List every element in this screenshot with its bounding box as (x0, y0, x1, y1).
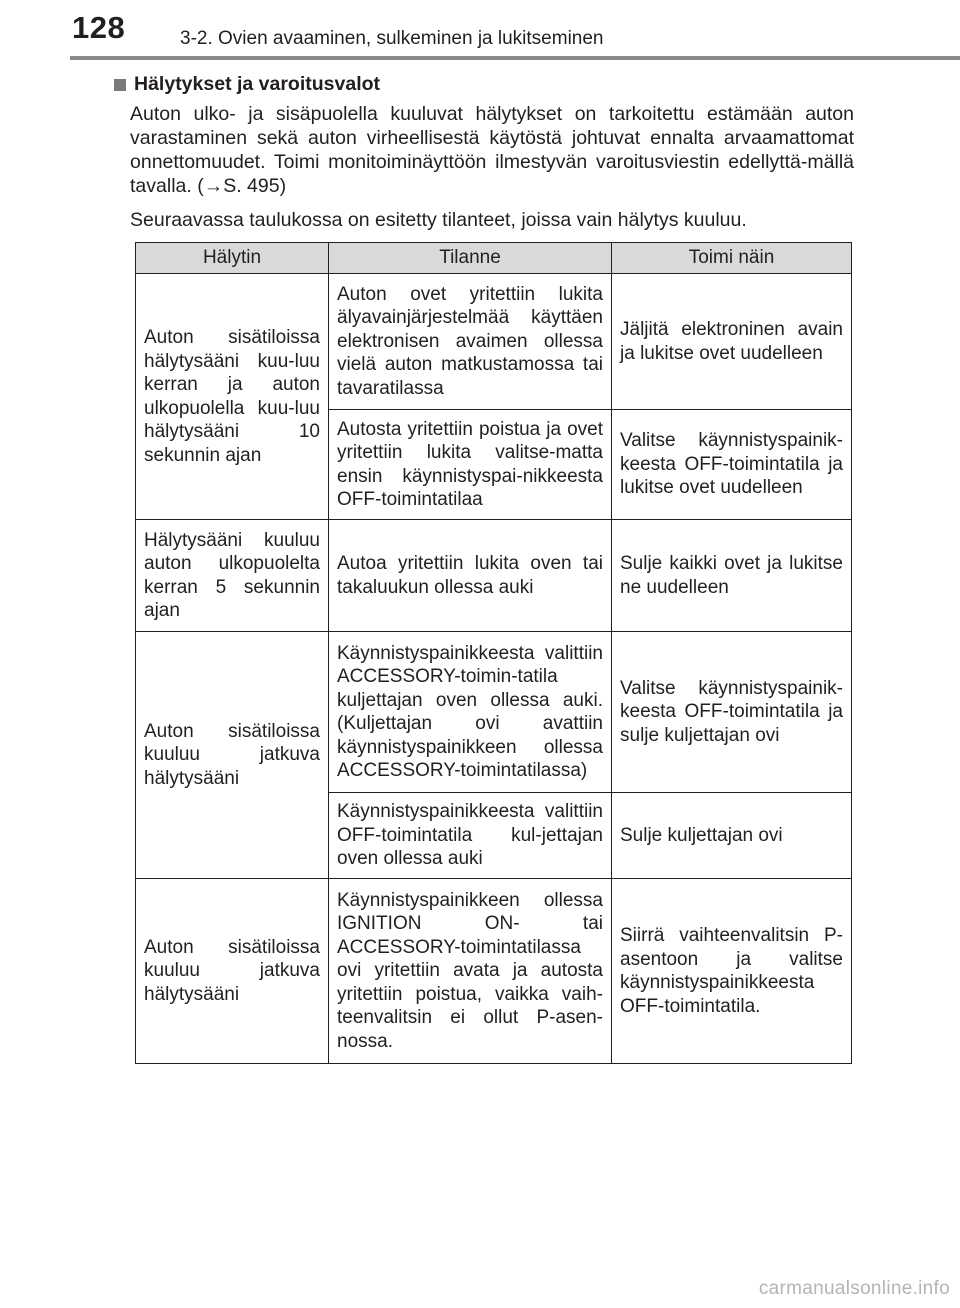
situation-cell: Auton ovet yritettiin lukita älyavainjärjestelmää käyttäen elektronisen avaimen ollessa vielä auton matkustamossa tai tavaratilassa (329, 274, 612, 410)
table-row (136, 879, 852, 1064)
intro-paragraph: Auton ulko- ja sisäpuolella kuuluvat hälytykset on tarkoitettu estämään auton varastaminen sekä auton virheellisestä käytöstä johtuvat ennalta arvaamattomat onnettomuudet. Toimi monitoiminäyttöön ilmestyvän varoitusviestin edellyttä-mällä tavalla. (→S. 495) (130, 103, 854, 197)
table-row (136, 274, 852, 410)
watermark-link[interactable]: carmanualsonline.info (758, 1278, 950, 1299)
alarm-table (135, 242, 852, 1064)
situation-cell: Käynnistyspainikkeesta valittiin ACCESSORY-toimin-tatila kuljettajan oven ollessa auki. (Kuljettajan ovi avattiin käynnistyspainikkeen ollessa ACCESSORY-toimintatilassa) (329, 632, 612, 793)
action-cell: Jäljitä elektroninen avain ja lukitse ovet uudelleen (612, 274, 852, 410)
square-bullet-icon (114, 79, 126, 91)
action-cell: Sulje kaikki ovet ja lukitse ne uudelleen (612, 520, 852, 632)
action-cell: Valitse käynnistyspainik-keesta OFF-toimintatila ja sulje kuljettajan ovi (612, 632, 852, 793)
section-heading-text: Hälytykset ja varoitusvalot (134, 73, 381, 95)
table-intro-paragraph: Seuraavassa taulukossa on esitetty tilanteet, joissa vain hälytys kuuluu. (130, 209, 747, 231)
alarm-section (112, 73, 854, 232)
page-number: 128 (72, 10, 126, 45)
situation-cell: Autoa yritettiin lukita oven tai takaluukun ollessa auki (329, 520, 612, 632)
alarm-cell: Auton sisätiloissa kuuluu jatkuva hälytysääni (136, 632, 329, 879)
section-heading (112, 73, 854, 96)
table-row (136, 520, 852, 632)
chapter-title: 3-2. Ovien avaaminen, sulkeminen ja lukitseminen (180, 28, 604, 49)
header-action: Toimi näin (612, 243, 852, 274)
table-header-row (136, 243, 852, 274)
action-cell: Sulje kuljettajan ovi (612, 793, 852, 879)
action-cell: Siirrä vaihteenvalitsin P-asentoon ja valitse käynnistyspainikkeesta OFF-toimintatila. (612, 879, 852, 1064)
header-alarm: Hälytin (136, 243, 329, 274)
situation-cell: Käynnistyspainikkeen ollessa IGNITION ON- tai ACCESSORY-toimintatilassa ovi yritettiin avata ja autosta yritettiin poistua, vaikka vaih-teenvalitsin ei ollut P-asen-nossa. (329, 879, 612, 1064)
situation-cell: Autosta yritettiin poistua ja ovet yritettiin lukita valitse-matta ensin käynnistyspai-nikkeesta OFF-toimintatilaa (329, 410, 612, 520)
alarm-cell: Auton sisätiloissa kuuluu jatkuva hälytysääni (136, 879, 329, 1064)
header-divider (70, 56, 960, 60)
header-situation: Tilanne (329, 243, 612, 274)
situation-cell: Käynnistyspainikkeesta valittiin OFF-toimintatila kul-jettajan oven ollessa auki (329, 793, 612, 879)
action-cell: Valitse käynnistyspainik-keesta OFF-toimintatila ja lukitse ovet uudelleen (612, 410, 852, 520)
alarm-cell: Hälytysääni kuuluu auton ulkopuolelta kerran 5 sekunnin ajan (136, 520, 329, 632)
alarm-cell: Auton sisätiloissa hälytysääni kuu-luu kerran ja auton ulkopuolella kuu-luu hälytysääni 10 sekunnin ajan (136, 274, 329, 520)
table-row (136, 632, 852, 793)
